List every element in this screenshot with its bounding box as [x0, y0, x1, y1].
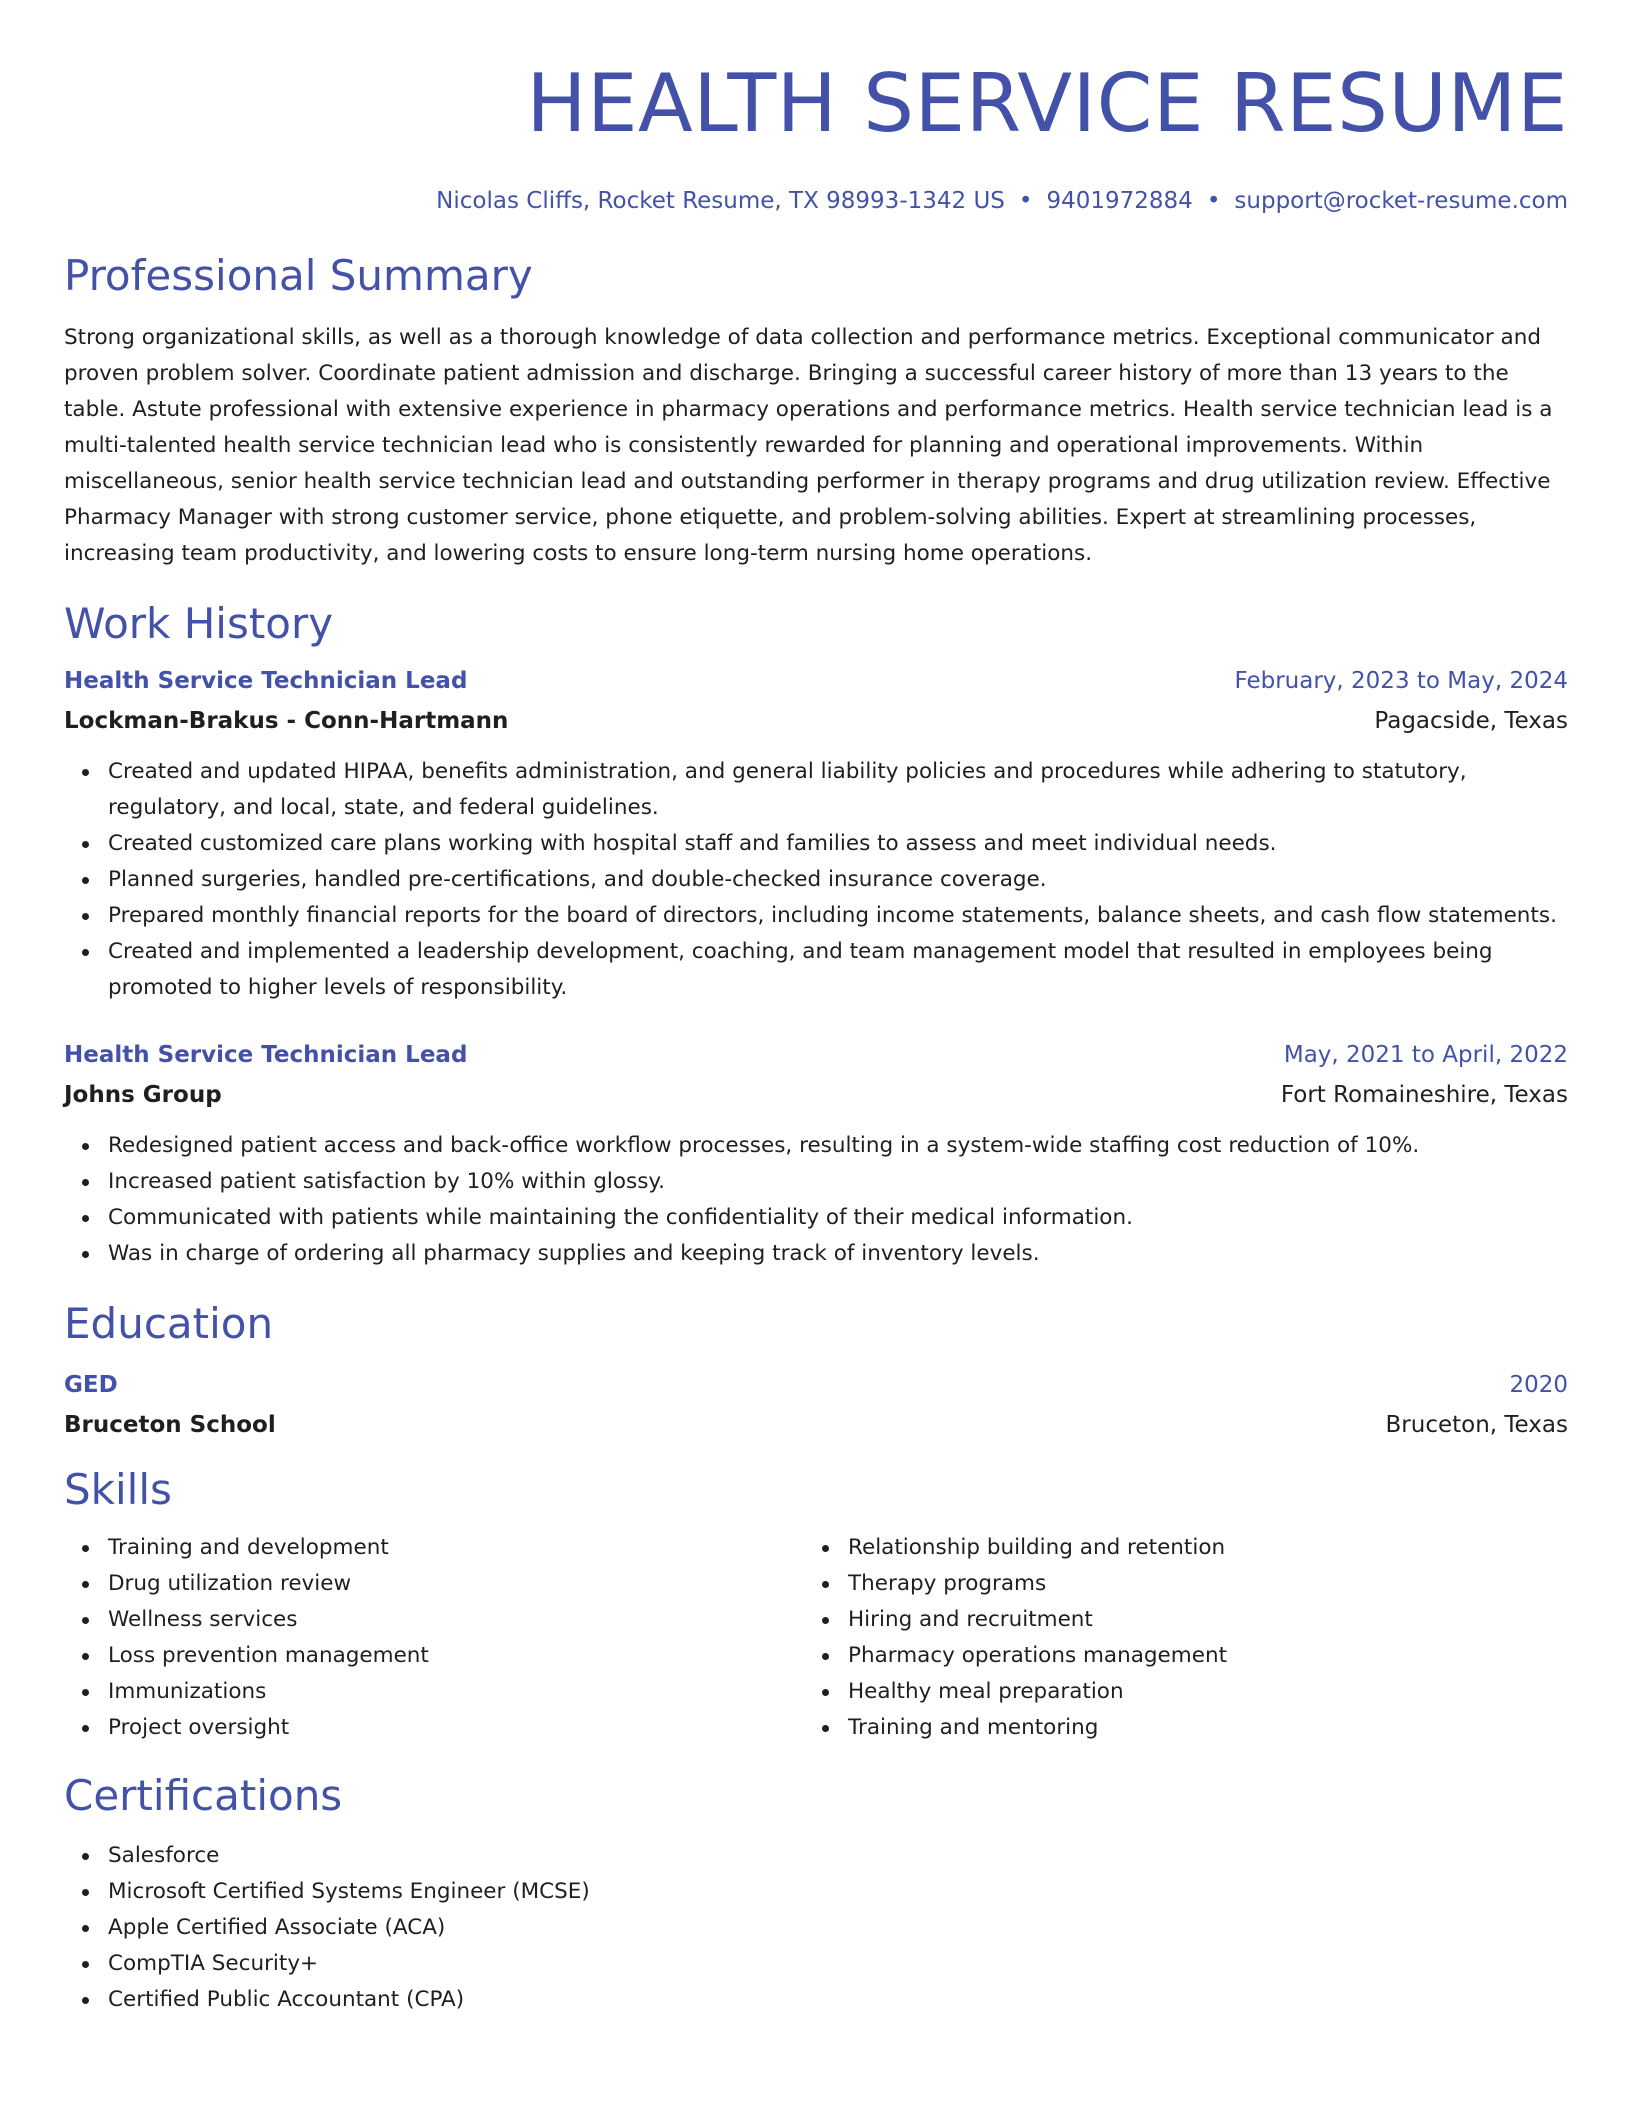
list-item: Wellness services — [108, 1602, 804, 1638]
summary-heading: Professional Summary — [64, 251, 533, 300]
education-year: 2020 — [1509, 1372, 1568, 1398]
resume-header — [64, 56, 1568, 216]
contact-line — [64, 186, 1568, 216]
education-header-row — [64, 1370, 1568, 1400]
job-company: Johns Group — [64, 1082, 222, 1108]
list-item: Created and implemented a leadership development, coaching, and team management model that resulted in employees being promoted to higher levels of responsibility. — [108, 934, 1568, 1006]
education-degree: GED — [64, 1372, 118, 1398]
list-item: CompTIA Security+ — [108, 1946, 1568, 1982]
skills-column-right — [804, 1530, 1568, 1746]
contact-separator: • — [1206, 188, 1221, 214]
list-item: Relationship building and retention — [848, 1530, 1568, 1566]
summary-text: Strong organizational skills, as well as a thorough knowledge of data collection and performance metrics. Exceptional communicator and proven problem solver. Coordinate patient admission and discharge. Bringing a successful career history of more than 13 years to the table. Astute professional with extensive experience in pharmacy operations and performance metrics. Health service technician lead is a multi-talented health service technician lead who is consistently rewarded for planning and operational improvements. Within miscellaneous, senior health service technician lead and outstanding performer in therapy programs and drug utilization review. Effective Pharmacy Manager with strong customer service, phone etiquette, and problem-solving abilities. Expert at streamlining processes, increasing team productivity, and lowering costs to ensure long-term nursing home operations. — [64, 325, 1553, 566]
list-item: Prepared monthly financial reports for the board of directors, including income statements, balance sheets, and cash flow statements. — [108, 898, 1568, 934]
list-item: Loss prevention management — [108, 1638, 804, 1674]
list-item: Project oversight — [108, 1710, 804, 1746]
work-history-heading: Work History — [64, 599, 334, 648]
job-location: Fort Romaineshire, Texas — [1280, 1082, 1568, 1108]
list-item: Created and updated HIPAA, benefits administration, and general liability policies and procedures while adhering to statutory, regulatory, and local, state, and federal guidelines. — [108, 754, 1568, 826]
education-entry — [64, 1370, 1568, 1440]
job-entry — [64, 666, 1568, 1006]
list-item: Microsoft Certified Systems Engineer (MCSE) — [108, 1874, 1568, 1910]
list-item: Therapy programs — [848, 1566, 1568, 1602]
job-dates: February, 2023 to May, 2024 — [1234, 668, 1568, 694]
certifications-heading: Certifications — [64, 1771, 343, 1820]
job-bullets — [64, 754, 1568, 1006]
resume-title: HEALTH SERVICE RESUME — [526, 57, 1568, 150]
skills-heading: Skills — [64, 1465, 172, 1514]
list-item: Created customized care plans working with hospital staff and families to assess and meet individual needs. — [108, 826, 1568, 862]
education-location: Bruceton, Texas — [1385, 1412, 1568, 1438]
list-item: Salesforce — [108, 1838, 1568, 1874]
education-heading: Education — [64, 1299, 274, 1348]
job-header-row — [64, 666, 1568, 696]
list-item: Was in charge of ordering all pharmacy supplies and keeping track of inventory levels. — [108, 1236, 1568, 1272]
skills-list-left — [64, 1530, 804, 1746]
job-title: Health Service Technician Lead — [64, 668, 468, 694]
list-item: Healthy meal preparation — [848, 1674, 1568, 1710]
list-item: Certified Public Accountant (CPA) — [108, 1982, 1568, 2018]
list-item: Drug utilization review — [108, 1566, 804, 1602]
certifications-list — [64, 1838, 1568, 2018]
contact-email: support@rocket-resume.com — [1234, 188, 1568, 214]
job-company: Lockman-Brakus - Conn-Hartmann — [64, 708, 509, 734]
job-title: Health Service Technician Lead — [64, 1042, 468, 1068]
education-school: Bruceton School — [64, 1412, 276, 1438]
contact-phone: 9401972884 — [1046, 188, 1193, 214]
contact-address: Nicolas Cliffs, Rocket Resume, TX 98993-1342 US — [436, 188, 1005, 214]
education-school-row — [64, 1410, 1568, 1440]
job-location: Pagacside, Texas — [1374, 708, 1568, 734]
job-bullets — [64, 1128, 1568, 1272]
list-item: Pharmacy operations management — [848, 1638, 1568, 1674]
job-header-row — [64, 1040, 1568, 1070]
list-item: Training and development — [108, 1530, 804, 1566]
job-entry — [64, 1040, 1568, 1272]
list-item: Planned surgeries, handled pre-certifications, and double-checked insurance coverage. — [108, 862, 1568, 898]
list-item: Redesigned patient access and back-office workflow processes, resulting in a system-wide staffing cost reduction of 10%. — [108, 1128, 1568, 1164]
list-item: Apple Certified Associate (ACA) — [108, 1910, 1568, 1946]
list-item: Hiring and recruitment — [848, 1602, 1568, 1638]
skills-list-right — [804, 1530, 1568, 1746]
job-company-row — [64, 706, 1568, 736]
skills-column-left — [64, 1530, 804, 1746]
job-company-row — [64, 1080, 1568, 1110]
list-item: Communicated with patients while maintaining the confidentiality of their medical information. — [108, 1200, 1568, 1236]
list-item: Training and mentoring — [848, 1710, 1568, 1746]
list-item: Increased patient satisfaction by 10% within glossy. — [108, 1164, 1568, 1200]
skills-columns — [64, 1530, 1568, 1746]
job-dates: May, 2021 to April, 2022 — [1283, 1042, 1568, 1068]
list-item: Immunizations — [108, 1674, 804, 1710]
contact-separator: • — [1018, 188, 1033, 214]
